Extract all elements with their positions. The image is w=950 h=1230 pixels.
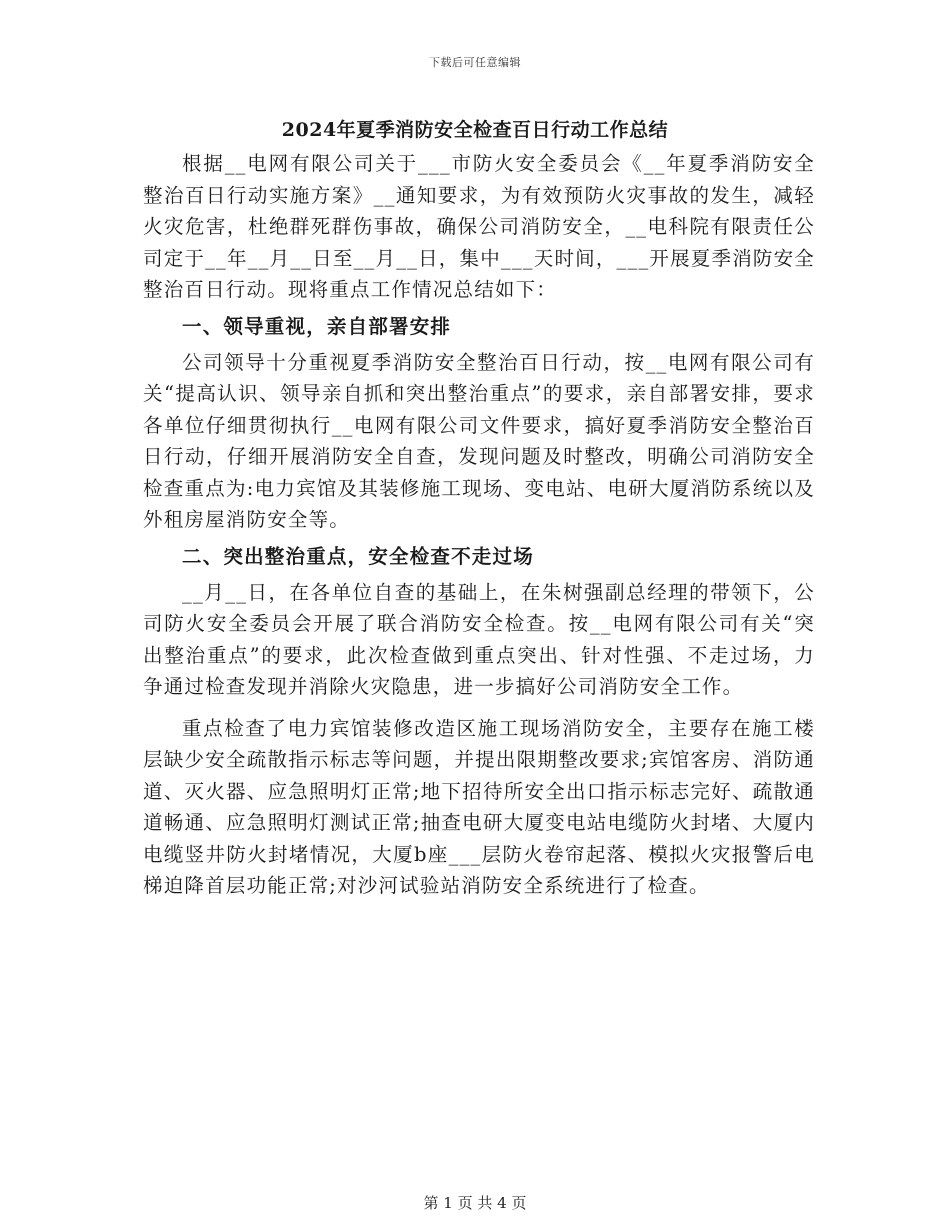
page-number-footer: 第 1 页 共 4 页 — [423, 1194, 527, 1212]
section-2-paragraph-2: 重点检查了电力宾馆装修改造区施工现场消防安全，主要存在施工楼层缺少安全疏散指示标志等问题，并提出限期整改要求;宾馆客房、消防通道、灭火器、应急照明灯正常;地下招待所安全出口指示标志完好、疏散通道畅通、应急照明灯测试正常;抽查电研大厦变电站电缆防火封堵、大厦内电缆竖井防火封堵情况，大厦b座___层防火卷帘起落、模拟火灾报警后电梯迫降首层功能正常;对沙河试验站消防安全系统进行了检查。 — [143, 716, 815, 897]
section-heading-2: 二、突出整治重点，安全检查不走过场 — [182, 544, 534, 568]
document-title: 2024年夏季消防安全检查百日行动工作总结 — [281, 119, 669, 141]
section-heading-1: 一、领导重视，亲自部署安排 — [182, 314, 452, 338]
section-1-paragraph-1: 公司领导十分重视夏季消防安全整治百日行动，按__电网有限公司有关“提高认识、领导亲自抓和突出整治重点”的要求，亲自部署安排，要求各单位仔细贯彻执行__电网有限公司文件要求，搞好夏季消防安全整治百日行动，仔细开展消防安全自查，发现问题及时整改，明确公司消防安全检查重点为:电力宾馆及其装修施工现场、变电站、电研大厦消防系统以及外租房屋消防安全等。 — [143, 350, 815, 531]
page-header-note: 下载后可任意编辑 — [429, 56, 521, 69]
section-2-paragraph-1: __月__日，在各单位自查的基础上，在朱树强副总经理的带领下，公司防火安全委员会开展了联合消防安全检查。按__电网有限公司有关“突出整治重点”的要求，此次检查做到重点突出、针对性强、不走过场，力争通过检查发现并消除火灾隐患，进一步搞好公司消防安全工作。 — [143, 580, 815, 698]
intro-paragraph: 根据__电网有限公司关于___市防火安全委员会《__年夏季消防安全整治百日行动实施方案》__通知要求，为有效预防火灾事故的发生，减轻火灾危害，杜绝群死群伤事故，确保公司消防安全，__电科院有限责任公司定于__年__月__日至__月__日，集中___天时间，___开展夏季消防安全整治百日行动。现将重点工作情况总结如下： — [143, 152, 816, 301]
document-body — [143, 148, 815, 902]
